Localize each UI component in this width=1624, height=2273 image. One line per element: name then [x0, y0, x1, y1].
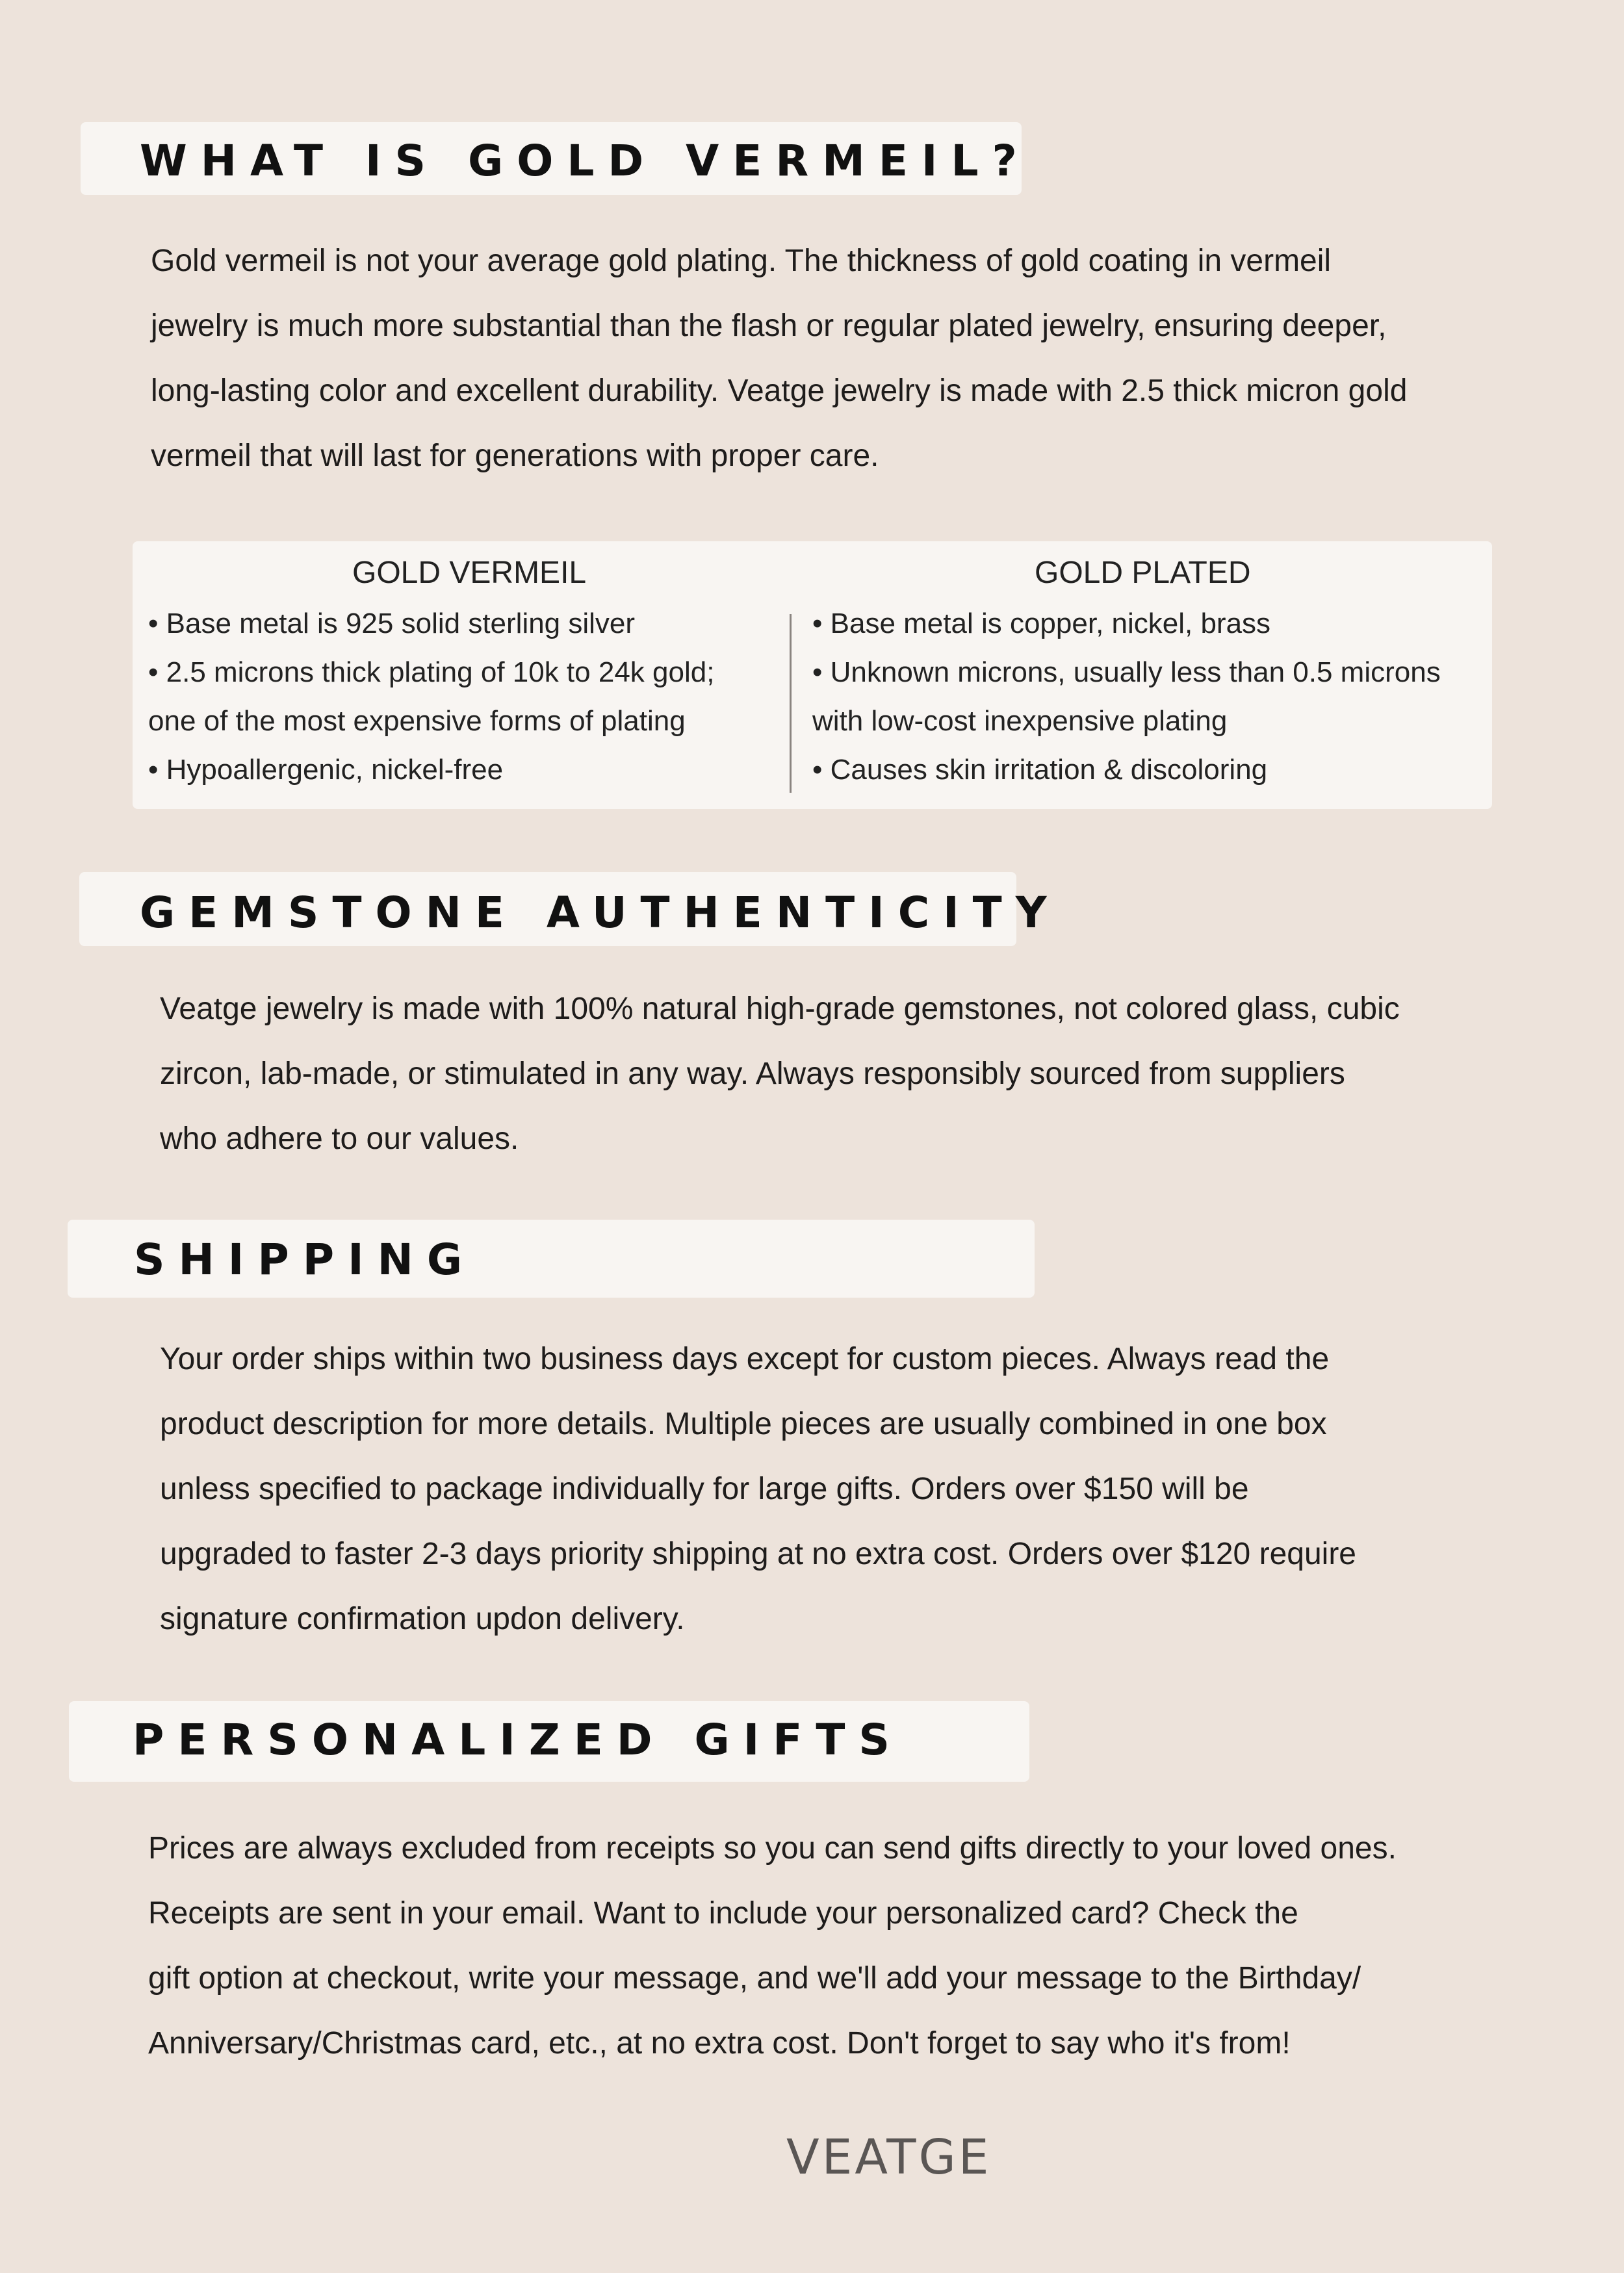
list-item: • Hypoallergenic, nickel-free [148, 754, 504, 786]
vermeil-heading: WHAT IS GOLD VERMEIL? [140, 136, 1031, 186]
list-item: • Unknown microns, usually less than 0.5 microns [812, 656, 1441, 688]
paragraph-line: Anniversary/Christmas card, etc., at no extra cost. Don't forget to say who it's from! [148, 2026, 1291, 2061]
veatge-logo: VEATGE [786, 2129, 992, 2185]
paragraph-line: Your order ships within two business days except for custom pieces. Always read the [160, 1342, 1330, 1376]
list-item: • Base metal is 925 solid sterling silver [148, 608, 636, 639]
gold-vermeil-column-title: GOLD VERMEIL [352, 556, 587, 590]
paragraph-line: zircon, lab-made, or stimulated in any way. Always responsibly sourced from suppliers [160, 1057, 1345, 1091]
paragraph-line: who adhere to our values. [160, 1122, 519, 1156]
shipping-heading: SHIPPING [134, 1235, 476, 1285]
gifts-heading: PERSONALIZED GIFTS [133, 1715, 903, 1765]
paragraph-line: product description for more details. Multiple pieces are usually combined in one box [160, 1407, 1327, 1441]
column-divider [790, 614, 792, 793]
paragraph-line: gift option at checkout, write your message, and we'll add your message to the Birthday/ [148, 1961, 1361, 1996]
gemstone-paragraph [160, 977, 1400, 1172]
paragraph-line: vermeil that will last for generations with proper care. [151, 439, 879, 473]
paragraph-line: upgraded to faster 2-3 days priority shipping at no extra cost. Orders over $120 require [160, 1537, 1356, 1571]
list-item: • Causes skin irritation & discoloring [812, 754, 1268, 786]
vermeil-paragraph [151, 229, 1407, 489]
list-item: with low-cost inexpensive plating [812, 705, 1228, 737]
paragraph-line: Veatge jewelry is made with 100% natural high-grade gemstones, not colored glass, cubic [160, 992, 1400, 1026]
paragraph-line: long-lasting color and excellent durability. Veatge jewelry is made with 2.5 thick micron gold [151, 374, 1408, 408]
paragraph-line: signature confirmation updon delivery. [160, 1602, 685, 1636]
paragraph-line: jewelry is much more substantial than the flash or regular plated jewelry, ensuring deeper, [151, 309, 1387, 343]
paragraph-line: unless specified to package individually for large gifts. Orders over $150 will be [160, 1472, 1249, 1506]
list-item: • 2.5 microns thick plating of 10k to 24k gold; [148, 656, 715, 688]
list-item: one of the most expensive forms of plating [148, 705, 686, 737]
gold-plated-column-title: GOLD PLATED [1035, 556, 1251, 590]
paragraph-line: Gold vermeil is not your average gold plating. The thickness of gold coating in vermeil [151, 244, 1332, 278]
shipping-paragraph [160, 1327, 1356, 1652]
list-item: • Base metal is copper, nickel, brass [812, 608, 1271, 639]
gold-vermeil-list [148, 599, 714, 794]
gifts-paragraph [148, 1816, 1397, 2076]
paragraph-line: Receipts are sent in your email. Want to include your personalized card? Check the [148, 1896, 1298, 1931]
gold-plated-list [812, 599, 1441, 794]
gemstone-heading: GEMSTONE AUTHENTICITY [140, 888, 1061, 938]
paragraph-line: Prices are always excluded from receipts so you can send gifts directly to your loved ones. [148, 1831, 1397, 1866]
